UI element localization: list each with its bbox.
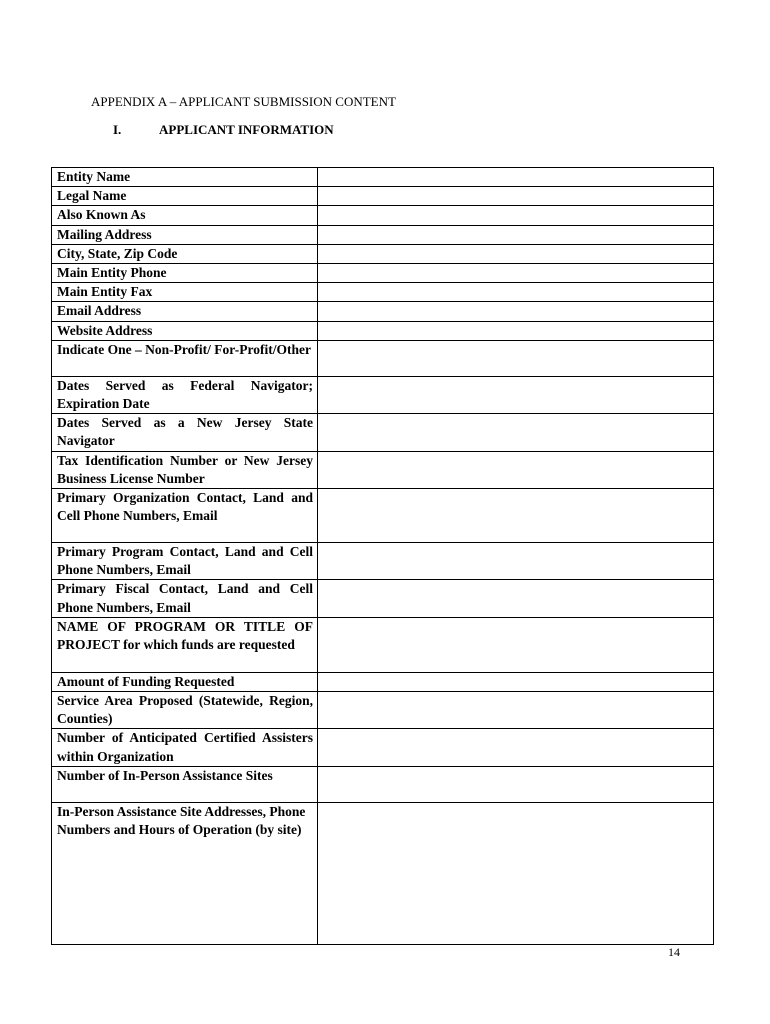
row-label: Number of In-Person Assistance Sites — [52, 766, 318, 802]
page-number: 14 — [668, 945, 680, 959]
row-value-field[interactable] — [318, 376, 714, 413]
row-label: Tax Identification Number or New Jersey Business License Number — [52, 451, 318, 488]
table-row-primary-fiscal-contact — [52, 580, 714, 617]
table-row-tax-id — [52, 451, 714, 488]
row-label: Primary Fiscal Contact, Land and Cell Phone Numbers, Email — [52, 580, 318, 617]
table-row-federal-navigator-dates — [52, 376, 714, 413]
row-label: Indicate One – Non-Profit/ For-Profit/Other — [52, 340, 318, 376]
row-value-field[interactable] — [318, 264, 714, 283]
table-row-funding-requested — [52, 672, 714, 691]
table-row-website-address — [52, 321, 714, 340]
table-row-entity-name — [52, 168, 714, 187]
section-title: APPLICANT INFORMATION — [159, 122, 334, 137]
row-value-field[interactable] — [318, 321, 714, 340]
table-row-organization-type — [52, 340, 714, 376]
row-label: Also Known As — [52, 206, 318, 225]
row-label: Dates Served as Federal Navigator; Expiration Date — [52, 376, 318, 413]
row-label: Legal Name — [52, 187, 318, 206]
table-row-primary-organization-contact — [52, 489, 714, 543]
section-heading — [113, 122, 334, 138]
row-label: Entity Name — [52, 168, 318, 187]
row-label: City, State, Zip Code — [52, 244, 318, 263]
row-value-field[interactable] — [318, 672, 714, 691]
row-label: Main Entity Phone — [52, 264, 318, 283]
row-label: Website Address — [52, 321, 318, 340]
table-row-assistance-site-addresses — [52, 802, 714, 944]
row-label: Mailing Address — [52, 225, 318, 244]
row-value-field[interactable] — [318, 580, 714, 617]
row-value-field[interactable] — [318, 729, 714, 766]
row-label: Primary Organization Contact, Land and Cell Phone Numbers, Email — [52, 489, 318, 543]
row-label: Amount of Funding Requested — [52, 672, 318, 691]
row-label: In-Person Assistance Site Addresses, Phone Numbers and Hours of Operation (by site) — [52, 802, 318, 944]
table-row-state-navigator-dates — [52, 414, 714, 451]
row-label: Service Area Proposed (Statewide, Region, Counties) — [52, 692, 318, 729]
applicant-information-table — [51, 167, 714, 945]
table-row-program-name — [52, 617, 714, 672]
row-value-field[interactable] — [318, 489, 714, 543]
table-row-primary-program-contact — [52, 543, 714, 580]
table-row-mailing-address — [52, 225, 714, 244]
table-row-certified-assisters — [52, 729, 714, 766]
row-value-field[interactable] — [318, 617, 714, 672]
row-value-field[interactable] — [318, 168, 714, 187]
row-value-field[interactable] — [318, 244, 714, 263]
row-value-field[interactable] — [318, 802, 714, 944]
row-value-field[interactable] — [318, 766, 714, 802]
table-row-service-area — [52, 692, 714, 729]
row-value-field[interactable] — [318, 283, 714, 302]
table-row-main-entity-phone — [52, 264, 714, 283]
row-label: Email Address — [52, 302, 318, 321]
table-row-assistance-sites-count — [52, 766, 714, 802]
section-numeral: I. — [113, 122, 122, 137]
row-value-field[interactable] — [318, 451, 714, 488]
row-value-field[interactable] — [318, 302, 714, 321]
row-label: Main Entity Fax — [52, 283, 318, 302]
row-value-field[interactable] — [318, 225, 714, 244]
appendix-title: APPENDIX A – APPLICANT SUBMISSION CONTENT — [91, 94, 396, 109]
row-label: Primary Program Contact, Land and Cell Phone Numbers, Email — [52, 543, 318, 580]
table-row-city-state-zip — [52, 244, 714, 263]
row-value-field[interactable] — [318, 414, 714, 451]
row-label: Number of Anticipated Certified Assisters within Organization — [52, 729, 318, 766]
row-value-field[interactable] — [318, 340, 714, 376]
row-label: NAME OF PROGRAM OR TITLE OF PROJECT for which funds are requested — [52, 617, 318, 672]
row-label: Dates Served as a New Jersey State Navigator — [52, 414, 318, 451]
row-value-field[interactable] — [318, 187, 714, 206]
table-row-email-address — [52, 302, 714, 321]
table-row-legal-name — [52, 187, 714, 206]
row-value-field[interactable] — [318, 692, 714, 729]
row-value-field[interactable] — [318, 206, 714, 225]
row-value-field[interactable] — [318, 543, 714, 580]
table-row-main-entity-fax — [52, 283, 714, 302]
table-row-also-known-as — [52, 206, 714, 225]
